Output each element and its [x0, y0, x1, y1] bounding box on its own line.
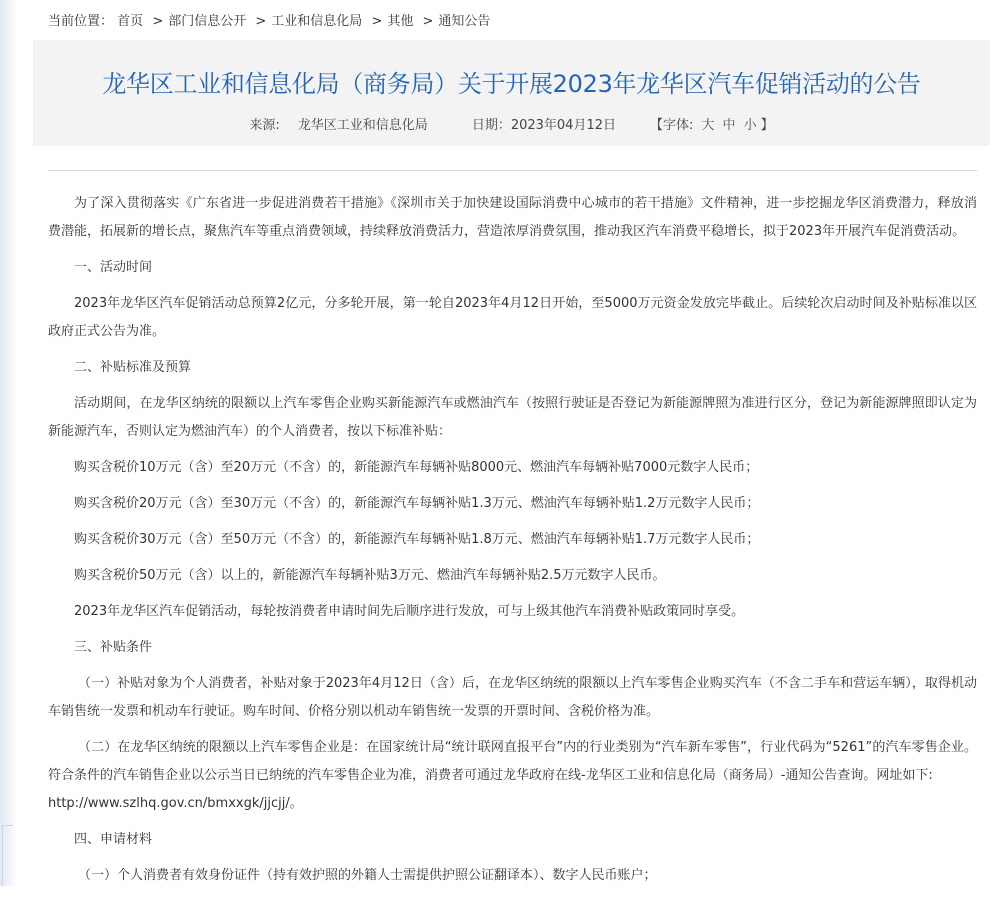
intro-paragraph: 为了深入贯彻落实《广东省进一步促进消费若干措施》《深圳市关于加快建设国际消费中心城市的若干措施》文件精神，进一步挖掘龙华区消费潜力，释放消费潜能，拓展新的增长点，聚焦汽车等重点消费领域，持续释放消费活力，营造浓厚消费氛围，推动我区汽车消费平稳增长，拟于2023年开展汽车促消费活动。	[48, 196, 977, 239]
condition-1: （一）补贴对象为个人消费者，补贴对象于2023年4月12日（含）后，在龙华区纳统的限额以上汽车零售企业购买汽车（不含二手车和营运车辆），取得机动车销售统一发票和机动车行驶证。购车时间、价格分别以机动车销售统一发票的开票时间、含税价格为准。	[48, 676, 977, 719]
material-1: （一）个人消费者有效身份证件（持有效护照的外籍人士需提供护照公证翻译本）、数字人民币账户；	[78, 868, 657, 883]
subsidy-tier-3: 购买含税价30万元（含）至50万元（不含）的，新能源汽车每辆补贴1.8万元、燃油汽车每辆补贴1.7万元数字人民币；	[74, 532, 760, 547]
subsidy-standard-paragraph: 活动期间，在龙华区纳统的限额以上汽车零售企业购买新能源汽车或燃油汽车（按照行驶证是否登记为新能源牌照为准进行区分，登记为新能源牌照即认定为新能源汽车，否则认定为燃油汽车）的个人消费者，按以下标准补贴：	[48, 396, 977, 439]
article-header	[33, 40, 990, 146]
font-size-large-button[interactable]: 大	[701, 118, 715, 133]
font-size-medium-button[interactable]: 中	[722, 118, 736, 133]
breadcrumb-home[interactable]: 首页	[117, 14, 144, 29]
left-decorative-strip	[0, 0, 16, 886]
font-size-label: 【字体:	[650, 118, 694, 133]
breadcrumb-separator: >	[255, 14, 267, 29]
source-link[interactable]: 龙华区工业和信息化局	[297, 118, 428, 133]
condition-2	[48, 734, 977, 790]
article-title: 龙华区工业和信息化局（商务局）关于开展2023年龙华区汽车促销活动的公告	[102, 70, 921, 98]
breadcrumb-industry-bureau[interactable]: 工业和信息化局	[271, 14, 363, 29]
date-value: 2023年04月12日	[510, 118, 616, 133]
breadcrumb-separator: >	[371, 14, 383, 29]
article-meta	[33, 117, 990, 135]
section-heading-materials: 四、申请材料	[74, 832, 153, 847]
font-size-small-button[interactable]: 小	[743, 118, 757, 133]
section-heading-conditions: 三、补贴条件	[74, 640, 153, 655]
notice-url-link[interactable]: http://www.szlhq.gov.cn/bmxxgk/jjcjj/。	[48, 796, 303, 811]
font-size-close-bracket: 】	[760, 118, 774, 133]
decorative-building-graphic	[2, 825, 13, 886]
date-label: 日期：	[471, 118, 511, 133]
breadcrumb-other[interactable]: 其他	[387, 14, 414, 29]
distribution-paragraph: 2023年龙华区汽车促销活动，每轮按消费者申请时间先后顺序进行发放，可与上级其他汽车消费补贴政策同时享受。	[74, 604, 745, 619]
section-heading-subsidy-standard: 二、补贴标准及预算	[74, 360, 192, 375]
breadcrumb-separator: >	[152, 14, 164, 29]
source-label: 来源:	[249, 118, 280, 133]
breadcrumb-notices[interactable]: 通知公告	[438, 14, 491, 29]
subsidy-tier-2: 购买含税价20万元（含）至30万元（不含）的，新能源汽车每辆补贴1.3万元、燃油汽车每辆补贴1.2万元数字人民币；	[74, 496, 760, 511]
subsidy-tier-1: 购买含税价10万元（含）至20万元（不含）的，新能源汽车每辆补贴8000元、燃油汽车每辆补贴7000元数字人民币；	[74, 460, 759, 475]
header-divider	[48, 170, 977, 171]
activity-time-paragraph: 2023年龙华区汽车促销活动总预算2亿元，分多轮开展，第一轮自2023年4月12日开始，至5000万元资金发放完毕截止。后续轮次启动时间及补贴标准以区政府正式公告为准。	[48, 296, 977, 339]
condition-2-text: （二）在龙华区纳统的限额以上汽车零售企业是：在国家统计局“统计联网直报平台”内的行业类别为“汽车新车零售”，行业代码为“5261”的汽车零售企业。符合条件的汽车销售企业以公示当日已纳统的汽车零售企业为准，消费者可通过龙华政府在线-龙华区工业和信息化局（商务局）-通知公告查询。网址如下:	[48, 740, 977, 783]
article-body	[48, 190, 977, 898]
breadcrumb-separator: >	[422, 14, 434, 29]
breadcrumb-label: 当前位置：	[48, 14, 114, 29]
font-size-controls	[698, 118, 761, 133]
breadcrumb-dept-info[interactable]: 部门信息公开	[168, 14, 247, 29]
section-heading-activity-time: 一、活动时间	[74, 260, 153, 275]
url-line	[48, 790, 977, 818]
breadcrumb	[48, 13, 490, 31]
subsidy-tier-4: 购买含税价50万元（含）以上的，新能源汽车每辆补贴3万元、燃油汽车每辆补贴2.5万元数字人民币。	[74, 568, 666, 583]
